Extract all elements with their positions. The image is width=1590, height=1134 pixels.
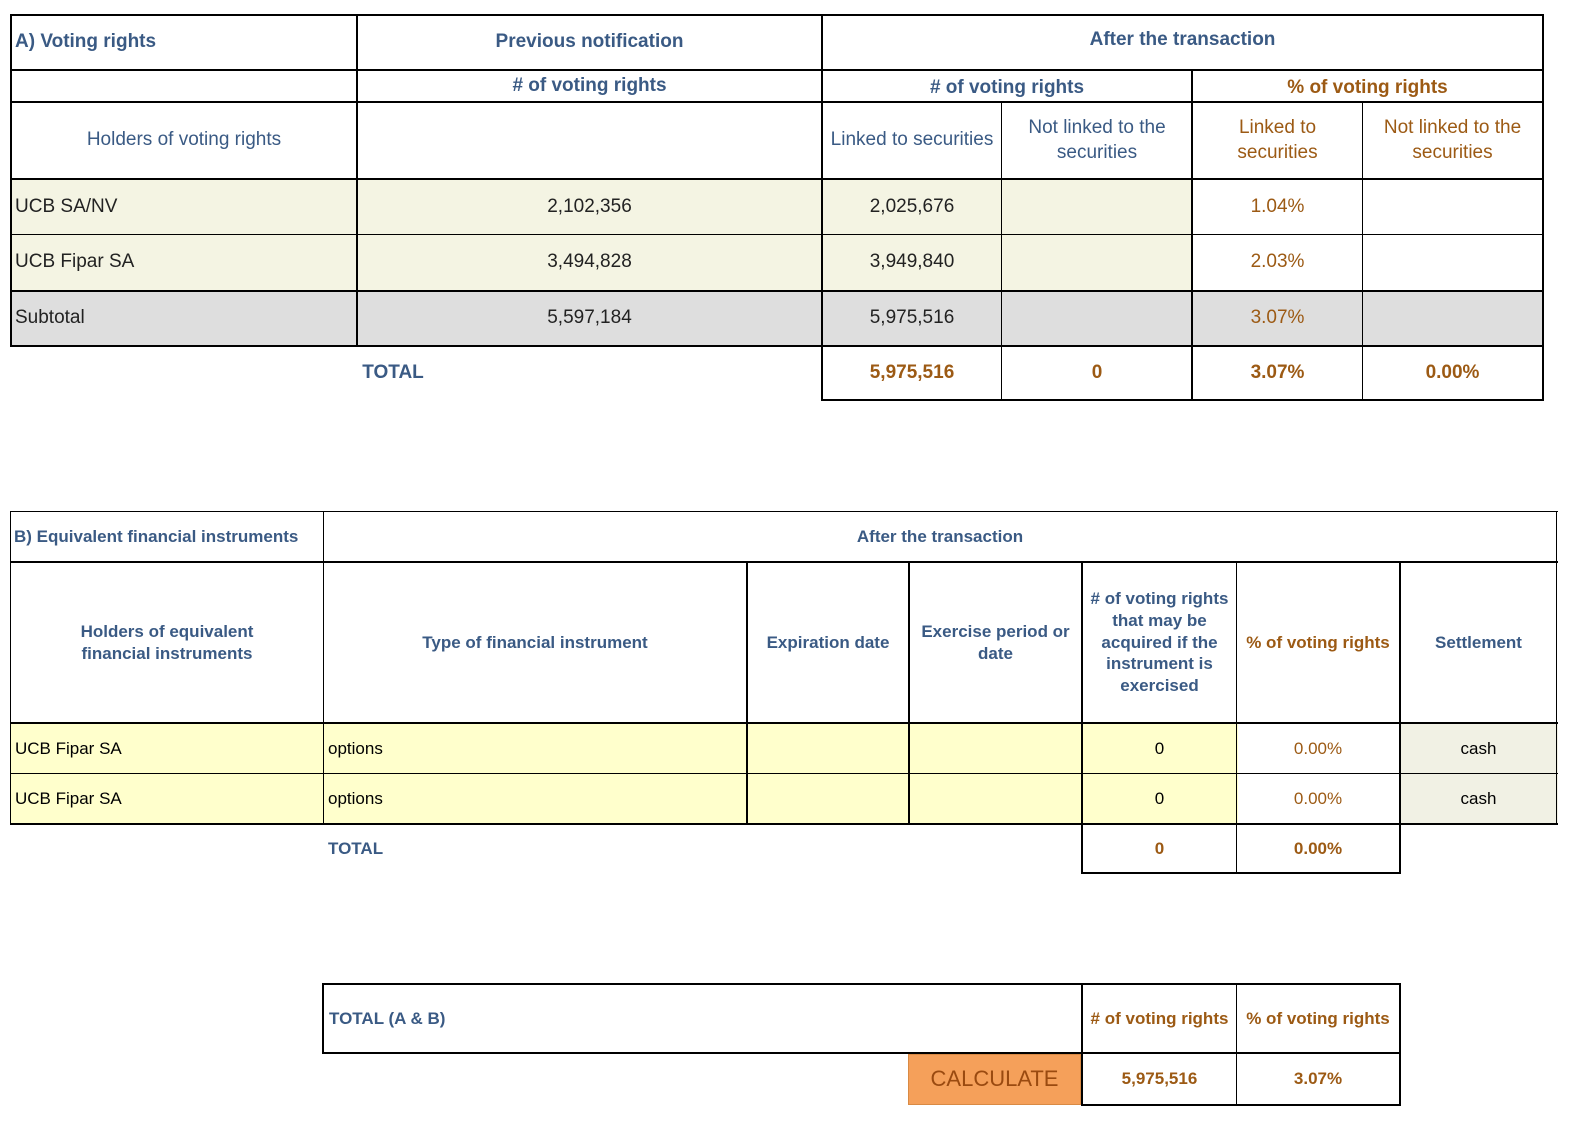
calculate-button[interactable]: CALCULATE — [908, 1054, 1081, 1105]
subtotal-previous-value: 5,597,184 — [547, 307, 632, 329]
holder-name: UCB SA/NV — [15, 195, 118, 217]
instrument-type-value: options — [328, 788, 383, 808]
previous-num-voting-rights-header: # of voting rights — [512, 74, 667, 96]
total-num-voting-rights-value: 5,975,516 — [1121, 1069, 1198, 1089]
after-transaction-header-b: After the transaction — [856, 526, 1024, 546]
pct-linked-securities-header: Linked to securities — [1237, 117, 1318, 163]
previous-rights-value: 2,102,356 — [547, 195, 632, 217]
exercise-period-value — [910, 774, 1081, 823]
after-pct-voting-rights-header: % of voting rights — [1287, 76, 1448, 98]
subtotal-label: Subtotal — [15, 307, 85, 329]
not-linked-securities-header: Not linked to the securities — [1028, 117, 1166, 163]
total-not-linked-value: 0 — [1091, 361, 1103, 383]
total-pct-voting-rights-b: 0.00% — [1293, 838, 1343, 858]
instrument-type-value: options — [328, 738, 383, 758]
section-b-title: B) Equivalent financial instruments — [14, 526, 299, 546]
pct-voting-rights-value: 0.00% — [1293, 738, 1343, 758]
subtotal-pct-linked-value: 3.07% — [1250, 307, 1305, 329]
pct-not-linked-value — [1363, 180, 1542, 234]
after-transaction-header-a: After the transaction — [1089, 29, 1276, 51]
total-pct-linked-value: 3.07% — [1250, 361, 1305, 383]
previous-rights-value: 3,494,828 — [547, 251, 632, 273]
pct-voting-rights-value: 0.00% — [1293, 788, 1343, 808]
subtotal-not-linked-value — [1003, 292, 1191, 345]
expiration-date-value — [748, 774, 908, 823]
after-num-voting-rights-header: # of voting rights — [929, 76, 1085, 98]
instrument-holder-name: UCB Fipar SA — [15, 738, 122, 758]
total-pct-voting-rights-header: % of voting rights — [1246, 1008, 1390, 1028]
instrument-holder-name: UCB Fipar SA — [15, 788, 122, 808]
not-linked-rights-value — [1003, 235, 1191, 290]
not-linked-rights-value — [1003, 180, 1191, 234]
total-label-b: TOTAL — [328, 838, 384, 858]
total-a-b-label: TOTAL (A & B) — [329, 1008, 446, 1028]
linked-rights-value: 3,949,840 — [869, 251, 955, 273]
exercise-period-header: Exercise period or date — [921, 621, 1070, 663]
subtotal-pct-not-linked-value — [1363, 292, 1542, 345]
settlement-value: cash — [1460, 738, 1497, 758]
subtotal-linked-value: 5,975,516 — [869, 307, 955, 329]
pct-voting-rights-header-b: % of voting rights — [1246, 632, 1390, 652]
previous-notification-header: Previous notification — [495, 31, 684, 53]
holders-equivalent-header: Holders of equivalent financial instruments — [80, 621, 254, 663]
total-linked-value: 5,975,516 — [869, 361, 955, 383]
settlement-value: cash — [1460, 788, 1497, 808]
pct-linked-value: 2.03% — [1250, 251, 1305, 273]
pct-linked-value: 1.04% — [1250, 195, 1305, 217]
holder-name: UCB Fipar SA — [15, 251, 135, 273]
total-voting-rights-acquired: 0 — [1154, 838, 1165, 858]
total-label-a: TOTAL — [362, 361, 424, 383]
exercise-period-value — [910, 724, 1081, 773]
voting-rights-acquired-value: 0 — [1154, 788, 1165, 808]
total-pct-voting-rights-value: 3.07% — [1293, 1069, 1343, 1089]
linked-securities-header: Linked to securities — [830, 129, 994, 151]
expiration-date-value — [748, 724, 908, 773]
expiration-date-header: Expiration date — [766, 632, 890, 652]
pct-not-linked-securities-header: Not linked to the securities — [1383, 117, 1522, 163]
settlement-header: Settlement — [1435, 632, 1522, 652]
voting-rights-acquired-header: # of voting rights that may be acquired if the instrument is exercised — [1090, 589, 1229, 696]
total-num-voting-rights-header: # of voting rights — [1090, 1008, 1229, 1028]
total-pct-not-linked-value: 0.00% — [1425, 361, 1480, 383]
section-a-title: A) Voting rights — [15, 31, 157, 53]
linked-rights-value: 2,025,676 — [869, 195, 955, 217]
voting-rights-acquired-value: 0 — [1154, 738, 1165, 758]
pct-not-linked-value — [1363, 235, 1542, 290]
type-instrument-header: Type of financial instrument — [422, 632, 648, 652]
holders-voting-rights-header: Holders of voting rights — [86, 129, 282, 151]
